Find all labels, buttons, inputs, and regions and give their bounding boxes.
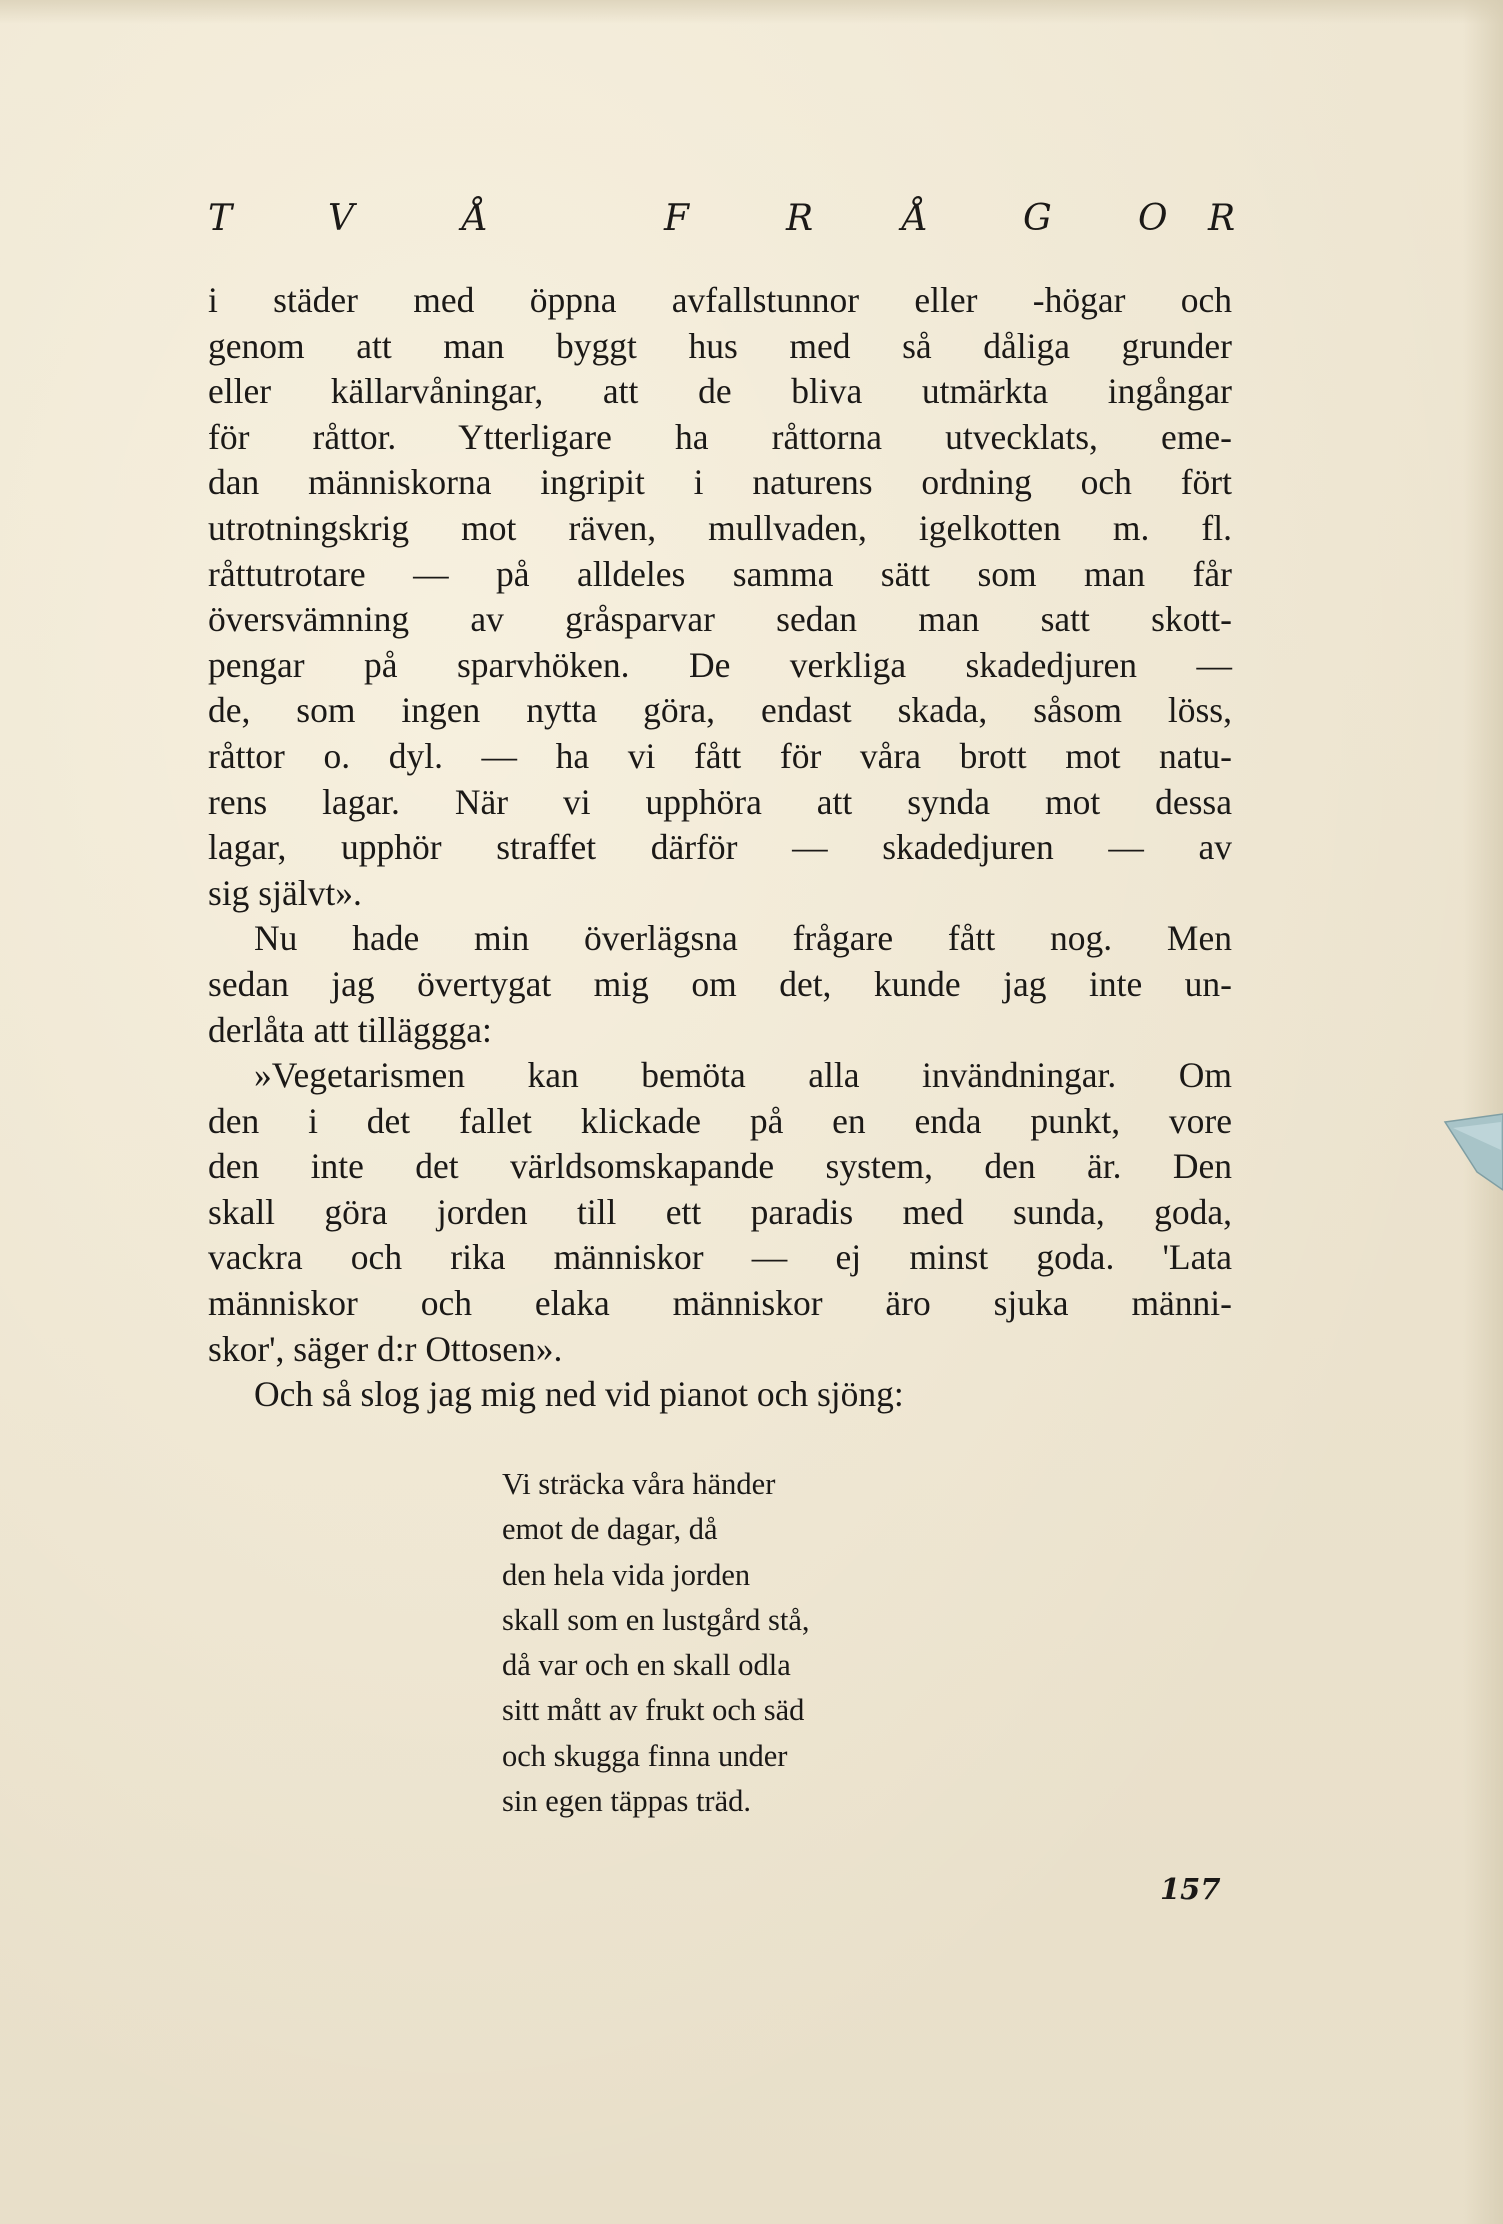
text-line: derlåta att tilläggga: bbox=[208, 1009, 492, 1050]
text-line: den inte det världsomskapande system, den är. Den bbox=[208, 1146, 1232, 1187]
poem-line: Vi sträcka våra händer bbox=[502, 1467, 776, 1501]
body-text bbox=[208, 278, 1232, 1418]
running-head-letter: Å bbox=[462, 198, 488, 239]
text-line: råttor o. dyl. — ha vi fått för våra brott mot natu- bbox=[208, 735, 1232, 776]
poem-line: den hela vida jorden bbox=[502, 1557, 751, 1592]
text-line: »Vegetarismen kan bemöta alla invändningar. Om bbox=[254, 1055, 1232, 1096]
poem-line: då var och en skall odla bbox=[502, 1648, 791, 1683]
text-line: pengar på sparvhöken. De verkliga skadedjuren — bbox=[208, 644, 1232, 685]
text-line: utrotningskrig mot räven, mullvaden, igelkotten m. fl. bbox=[208, 507, 1232, 548]
poem-line: emot de dagar, då bbox=[502, 1512, 718, 1547]
text-line: Nu hade min överlägsna frågare fått nog. Men bbox=[254, 918, 1232, 959]
poem-stanza bbox=[502, 1462, 810, 1824]
running-head bbox=[208, 198, 1236, 250]
text-line: skor', säger d:r Ottosen». bbox=[208, 1328, 563, 1369]
running-head-letter: R bbox=[1208, 198, 1236, 239]
text-line: vackra och rika människor — ej minst goda. 'Lata bbox=[208, 1237, 1232, 1278]
text-line: lagar, upphör straffet därför — skadedjuren — av bbox=[208, 827, 1232, 868]
text-line: för råttor. Ytterligare ha råttorna utvecklats, eme- bbox=[208, 416, 1232, 457]
text-line: människor och elaka människor äro sjuka männi- bbox=[208, 1283, 1232, 1324]
poem-line: och skugga finna under bbox=[502, 1738, 788, 1773]
poem-line: skall som en lustgård stå, bbox=[502, 1602, 810, 1637]
running-head-letter: T bbox=[208, 198, 233, 239]
text-line: översvämning av gråsparvar sedan man satt skott- bbox=[208, 599, 1232, 640]
running-head-letter: R bbox=[786, 198, 814, 239]
running-head-letter: V bbox=[328, 198, 354, 239]
text-line: Och så slog jag mig ned vid pianot och sjöng: bbox=[254, 1374, 904, 1415]
text-line: dan människorna ingripit i naturens ordning och fört bbox=[208, 462, 1232, 503]
text-line: skall göra jorden till ett paradis med sunda, goda, bbox=[208, 1191, 1232, 1232]
poem-line: sin egen täppas träd. bbox=[502, 1784, 752, 1819]
running-head-letter: G bbox=[1023, 198, 1052, 239]
text-line: i städer med öppna avfallstunnor eller -högar och bbox=[208, 280, 1232, 320]
text-line: den i det fallet klickade på en enda punkt, vore bbox=[208, 1100, 1232, 1141]
running-head-letter: O bbox=[1138, 198, 1168, 239]
running-head-letter: F bbox=[664, 198, 689, 239]
text-line: sedan jag övertygat mig om det, kunde jag inte un- bbox=[208, 963, 1232, 1004]
bookmark-ribbon-icon bbox=[1443, 1110, 1503, 1200]
text-line: genom att man byggt hus med så dåliga grunder bbox=[208, 325, 1232, 366]
page-number: 157 bbox=[1160, 1872, 1221, 1906]
text-line: de, som ingen nytta göra, endast skada, såsom löss, bbox=[208, 690, 1232, 731]
page-top-shadow bbox=[0, 0, 1503, 24]
text-line: sig självt». bbox=[208, 872, 362, 913]
text-line: eller källarvåningar, att de bliva utmärkta ingångar bbox=[208, 371, 1232, 412]
text-line: rens lagar. När vi upphöra att synda mot dessa bbox=[208, 781, 1232, 822]
running-head-letter: Å bbox=[902, 198, 928, 239]
poem-line: sitt mått av frukt och säd bbox=[502, 1693, 805, 1728]
text-line: råttutrotare — på alldeles samma sätt som man får bbox=[208, 553, 1232, 594]
